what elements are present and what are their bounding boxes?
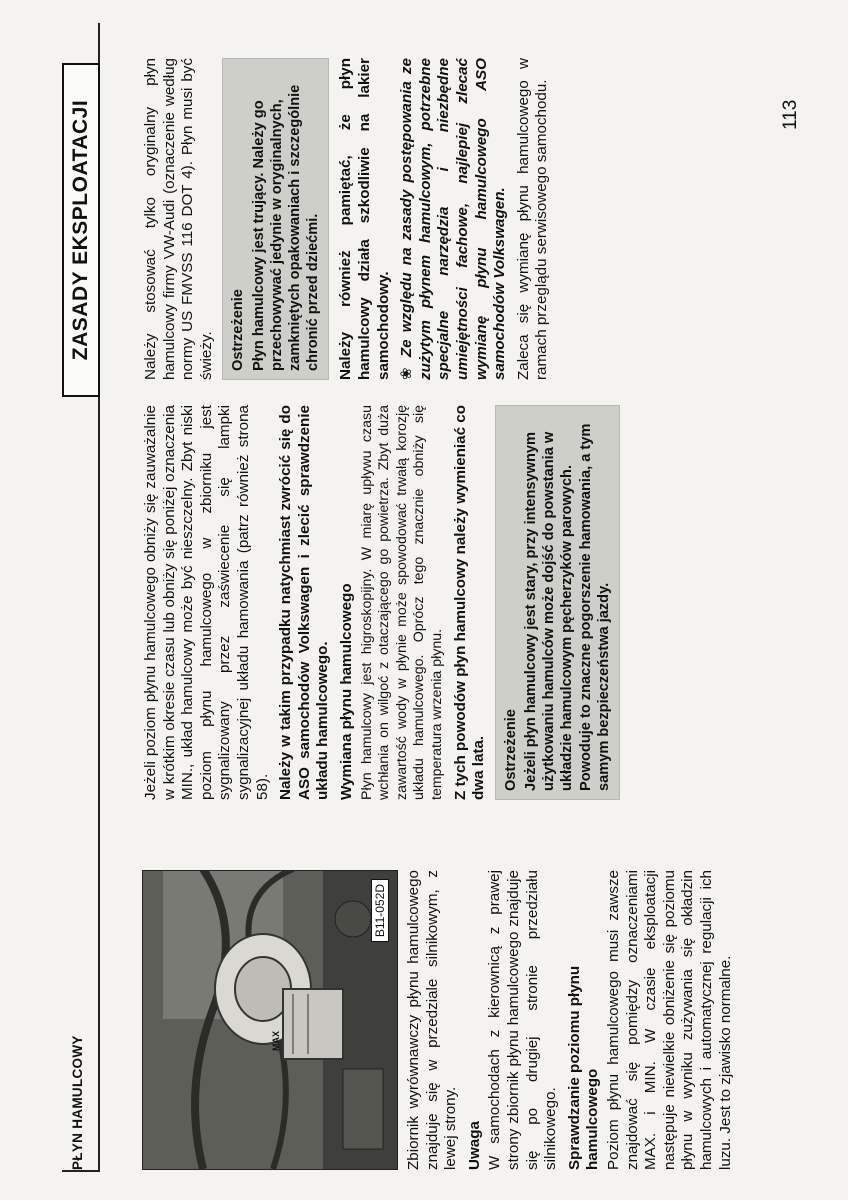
col3-paragraph-3 xyxy=(398,58,510,380)
col1-heading-note: Uwaga xyxy=(465,1121,483,1170)
col1-heading-level-check: Sprawdzanie poziomu płynu hamulcowego xyxy=(565,965,602,1170)
col3-warning-text: Płyn hamulcowy jest trujący. Należy go przechowywać jedynie w oryginalnych, zamkniętych opakowaniach i szczególnie chronić przed dziećmi. xyxy=(250,84,322,371)
brake-fluid-reservoir-photo xyxy=(142,870,398,1170)
column-2 xyxy=(142,405,628,800)
col2-paragraph-1-text: Jeżeli poziom płynu hamulcowego obniży się zauważalnie w krótkim okresie czasu lub obniży się poniżej oznaczenia MIN., układ hamulcowy może być nieszczelny. Zbyt niski poziom płynu hamulcowego w zbiorniku jest sygnalizowany przez zaświecenie się lampki sygnalizacyjnej układu hamowania (patrz również strona 58). xyxy=(142,405,271,800)
col2-heading-fluid-change: Wymiana płynu hamulcowego xyxy=(337,583,355,800)
col3-paragraph-2: Należy również pamiętać, że płyn hamulcowy działa szkodliwie na lakier samochodowy. xyxy=(337,58,392,380)
col2-warning-box xyxy=(495,405,620,800)
figure-code-label: B11-052D xyxy=(371,879,389,942)
col3-paragraph-1: Należy stosować tylko oryginalny płyn hamulcowy firmy VW-Audi (oznaczenie według normy US FMVSS 116 DOT 4). Płyn musi być świeży. xyxy=(142,58,215,380)
max-mark-label: MAX xyxy=(271,1031,281,1051)
col2-paragraph-1 xyxy=(142,405,272,800)
chapter-title: ZASADY EKSPLOATACJI xyxy=(62,63,100,397)
col2-paragraph-4: Z tych powodów płyn hamulcowy należy wymieniać co dwa lata. xyxy=(451,405,488,800)
top-rule-right xyxy=(98,23,100,63)
col3-paragraph-3-text: Ze względu na zasady postępowania ze zużytym płynem hamulcowym, potrzebne specjalne narzędzia i niezbędne umiejętności fachowe, najlepiej zlecać wymianę płynu hamulcowego ASO samochodów Volkswagen. xyxy=(398,58,509,380)
col1-paragraph-1: Zbiornik wyrównawczy płynu hamulcowego znajduje się w przedziale silnikowym, z lewej strony. xyxy=(405,870,460,1170)
section-title: PŁYN HAMULCOWY xyxy=(70,1035,85,1170)
engine-bay-illustration xyxy=(143,870,398,1169)
page-number: 113 xyxy=(780,99,801,130)
column-3 xyxy=(142,58,557,380)
col2-paragraph-2: Należy w takim przypadku natychmiast zwrócić się do ASO samochodów Volkswagen i zlecić sprawdzenie układu hamulcowego. xyxy=(277,405,332,800)
col2-warning-text: Jeżeli płyn hamulcowy jest stary, przy intensywnym użytkowaniu hamulców może dojść do powstania w układzie hamulcowym pęcherzyków parowych. Powoduje to znaczne pogorszenie hamowania, a tym samym bezpieczeństwa jazdy. xyxy=(522,423,612,791)
col1-paragraph-3: Poziom płynu hamulcowego musi zawsze znajdować się pomiędzy oznaczeniami MAX. i MIN. W czasie eksploatacji następuje niewielkie obniżenie się poziomu płynu w wyniku zużywania się okładzin hamulcowych i automatycznej regulacji ich luzu. Jest to zjawisko normalne. xyxy=(604,870,734,1170)
left-rule xyxy=(62,1170,100,1172)
col3-paragraph-4: Zaleca się wymianę płynu hamulcowego w ramach przeglądu serwisowego samochodu. xyxy=(514,58,551,380)
col1-paragraph-2: W samochodach z kierownicą z prawej strony zbiornik płynu hamulcowego znajduje się po drugiej stronie przedziału silnikowego. xyxy=(486,870,560,1170)
column-1 xyxy=(405,870,740,1170)
col3-warning-box xyxy=(222,58,329,380)
environment-flower-icon: ❀ xyxy=(398,364,416,380)
col3-warning-title: Ostrzeżenie xyxy=(230,289,247,371)
top-rule-left xyxy=(98,397,100,1172)
col2-paragraph-3: Płyn hamulcowy jest higroskopijny. W miarę upływu czasu wchłania on wilgoć z otaczającego go powietrza. Zbyt duża zawartość wody w płynie może spowodować trwałą korozję układu hamulcowego. Oprócz tego znacznie obniży się temperatura wrzenia płynu. xyxy=(358,405,445,800)
col2-warning-title: Ostrzeżenie xyxy=(502,709,519,791)
